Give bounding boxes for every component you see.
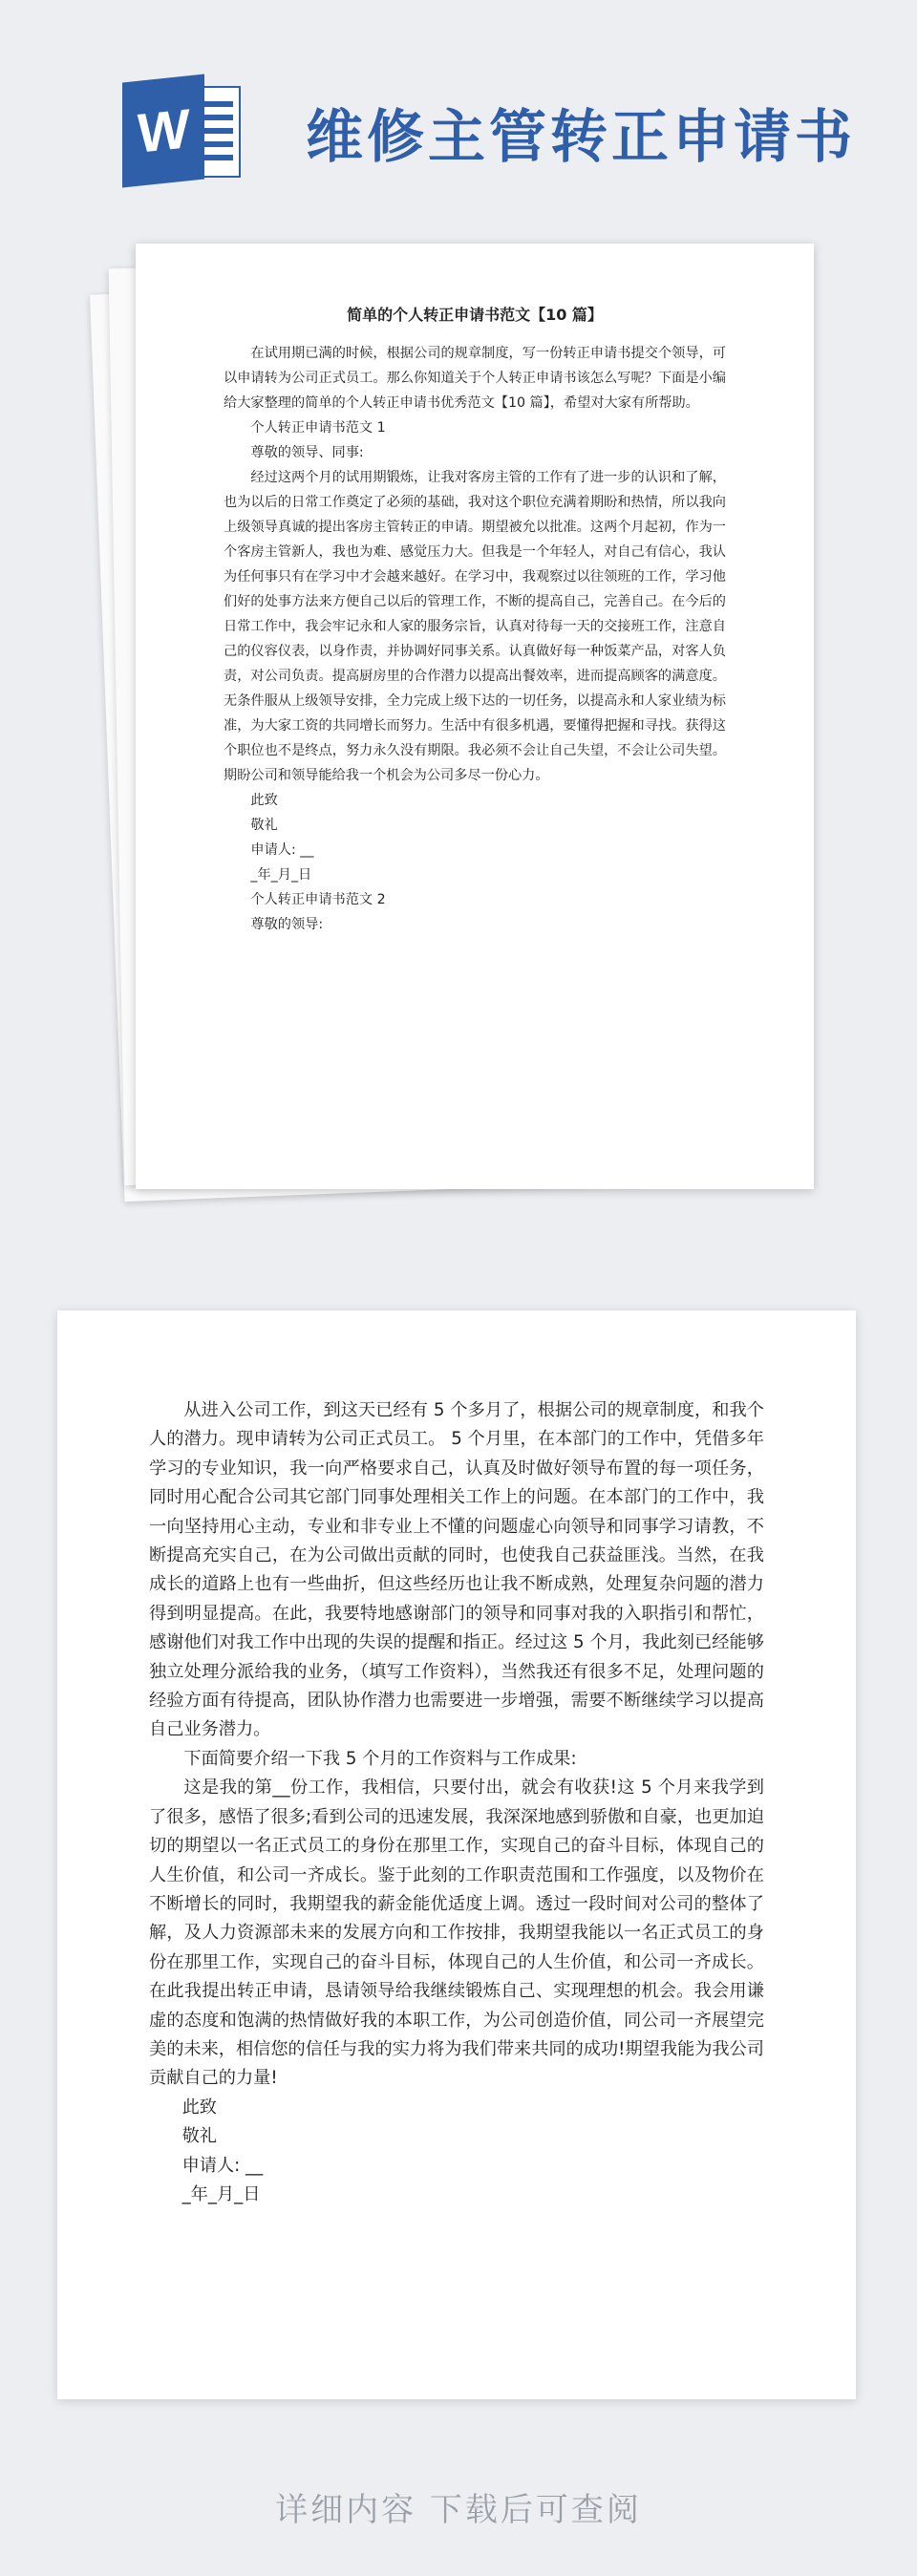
document-stack xyxy=(107,244,814,1208)
word-logo-badge: W xyxy=(122,74,204,187)
applicant-line: 申请人: __ xyxy=(181,2155,264,2176)
closing-line: 敬礼 xyxy=(250,818,278,833)
intro-paragraph: 在试用期已满的时候，根据公司的规章制度，写一份转正申请书提交个领导，可以申请转为公司正式员工。那么你知道关于个人转正申请书该怎么写呢？下面是小编给大家整理的简单的个人转正申请书优秀范文【10 篇】，希望对大家有所帮助。 xyxy=(224,346,726,411)
download-hint: 详细内容 下载后可查阅 xyxy=(275,2491,642,2529)
document-page-1 xyxy=(136,244,814,1189)
body-paragraph: 经过这两个月的试用期锻炼，让我对客房主管的工作有了进一步的认识和了解，也为以后的日常工作奠定了必须的基础，我对这个职位充满着期盼和热情，所以我向上级领导真诚的提出客房主管转正的申请。期望被允以批准。这两个月起初，作为一个客房主管新人，我也为难、感觉压力大。但我是一个年轻人，对自己有信心，我认为任何事只有在学习中才会越来越好。在学习中，我观察过以往领班的工作，学习他们好的处事方法来方便自己以后的管理工作，不断的提高自己，完善自己。在今后的日常工作中，我会牢记永和人家的服务宗旨，认真对待每一天的交接班工作，注意自己的仪容仪表，以身作责，并协调好同事关系。认真做好每一种饭菜产品，对客人负责，对公司负责。提高厨房里的合作潜力以提高出餐效率，进而提高顾客的满意度。无条件服从上级领导安排，全力完成上级下达的一切任务，以提高永和人家业绩为标准，为大家工资的共同增长而努力。生活中有很多机遇，要懂得把握和寻找。获得这个职位也不是终点，努力永久没有期限。我必须不会让自己失望，不会让公司失望。期盼公司和领导能给我一个机会为公司多尽一份心力。 xyxy=(224,470,726,783)
closing-line: 此致 xyxy=(181,2097,217,2118)
page-title: 维修主管转正申请书 xyxy=(306,104,856,171)
applicant-line: 申请人: __ xyxy=(250,842,314,858)
closing-line: 敬礼 xyxy=(181,2126,217,2147)
date-line: _年_月_日 xyxy=(250,867,312,883)
greeting: 尊敬的领导: xyxy=(250,917,324,932)
closing-line: 此致 xyxy=(250,793,278,808)
section-heading: 个人转正申请书范文 1 xyxy=(250,420,386,436)
section-heading: 个人转正申请书范文 2 xyxy=(250,892,386,907)
word-document-icon xyxy=(122,78,246,183)
date-line: _年_月_日 xyxy=(181,2183,261,2204)
header xyxy=(0,0,917,229)
body-paragraph: 这是我的第__份工作，我相信，只要付出，就会有收获!这 5 个月来我学到了很多，感悟了很多;看到公司的迅速发展，我深深地感到骄傲和自豪，也更加迫切的期望以一名正式员工的身份在那里工作，实现自己的奋斗目标，体现自己的人生价值，和公司一齐成长。鉴于此刻的工作职责范围和工作强度，以及物价在不断增长的同时，我期望我的薪金能优适度上调。透过一段时间对公司的整体了解，及人力资源部未来的发展方向和工作按排，我期望我能以一名正式员工的身份在那里工作，实现自己的奋斗目标，体现自己的人生价值，和公司一齐成长。在此我提出转正申请，恳请领导给我继续锻炼自己、实现理想的机会。我会用谦虚的态度和饱满的热情做好我的本职工作，为公司创造价值，同公司一齐展望完美的未来，相信您的信任与我的实力将为我们带来共同的成功!期望我能为我公司贡献自己的力量! xyxy=(149,1778,764,2089)
greeting: 尊敬的领导、同事: xyxy=(250,445,364,460)
document-title: 简单的个人转正申请书范文【10 篇】 xyxy=(347,306,603,324)
body-paragraph: 从进入公司工作，到这天已经有 5 个多月了，根据公司的规章制度，和我个人的潜力。现申请转为公司正式员工。 5 个月里，在本部门的工作中，凭借多年学习的专业知识，我一向严格要求自己，认真及时做好领导布置的每一项任务，同时用心配合公司其它部门同事处理相关工作上的问题。在本部门的工作中，我一向坚持用心主动，专业和非专业上不懂的问题虚心向领导和同事学习请教，不断提高充实自己，在为公司做出贡献的同时，也使我自己获益匪浅。当然，在我成长的道路上也有一些曲折，但这些经历也让我不断成熟，处理复杂问题的潜力得到明显提高。在此，我要特地感谢部门的领导和同事对我的入职指引和帮忙，感谢他们对我工作中出现的失误的提醒和指正。经过这 5 个月，我此刻已经能够独立处理分派给我的业务，（填写工作资料），当然我还有很多不足，处理问题的经验方面有待提高，团队协作潜力也需要进一步增强，需要不断继续学习以提高自己业务潜力。 xyxy=(149,1400,764,1740)
document-page-2 xyxy=(57,1310,856,2399)
body-paragraph: 下面简要介绍一下我 5 个月的工作资料与工作成果: xyxy=(183,1748,577,1769)
